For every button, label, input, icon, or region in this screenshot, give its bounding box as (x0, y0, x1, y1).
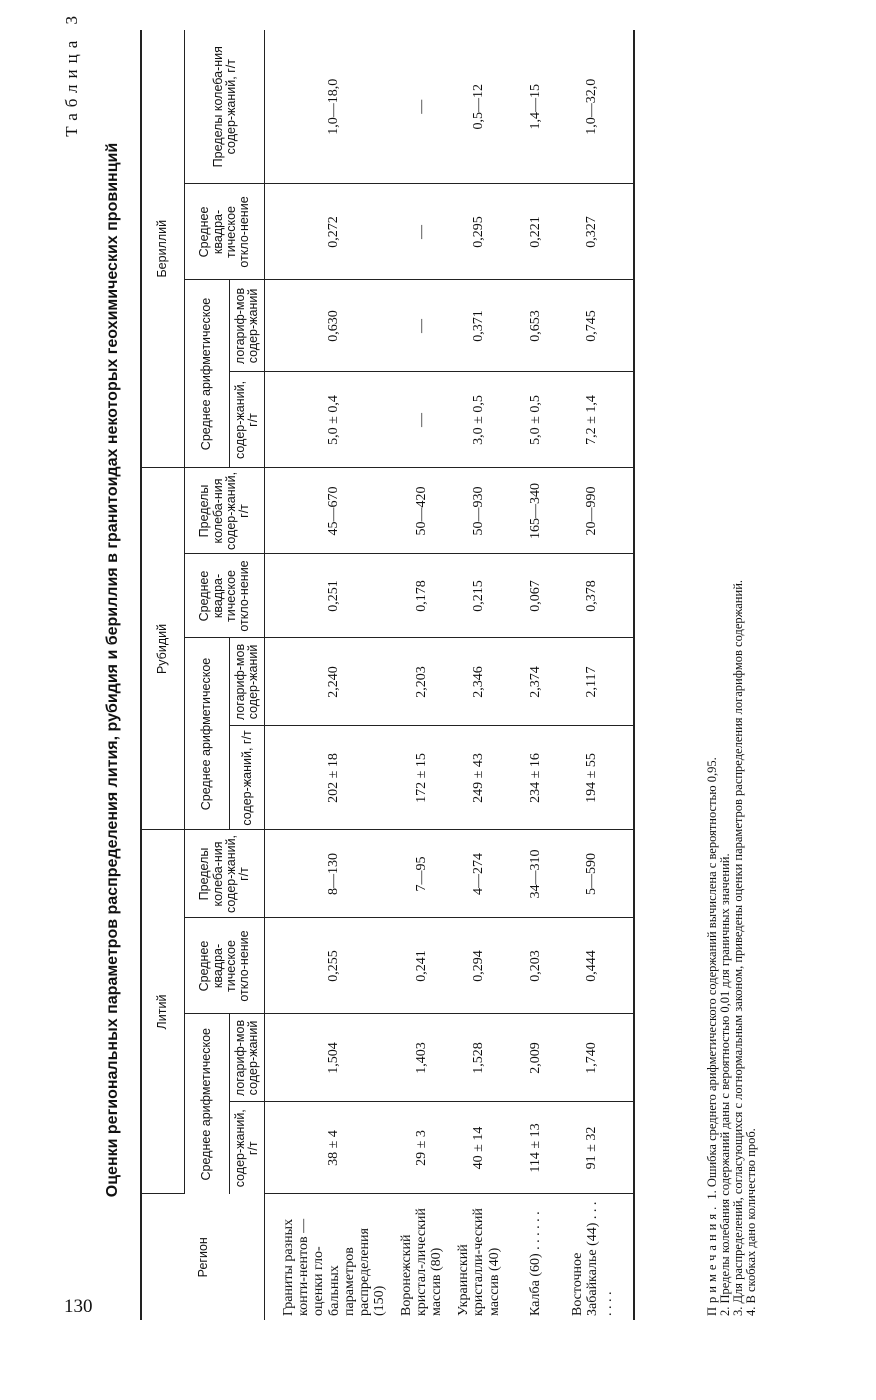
rb-range-cell: 165—340 (508, 468, 564, 554)
be-log-cell: 0,630 (265, 280, 393, 372)
rb-range-cell: 45—670 (265, 468, 393, 554)
rb-log-cell: 2,117 (564, 638, 634, 726)
be-std-header: Среднее квадра-тическое откло-нение (185, 184, 265, 280)
rb-range-cell: 20—990 (564, 468, 634, 554)
be-mean-cell: 3,0 ± 0,5 (450, 372, 507, 468)
be-range-cell: 1,0—18,0 (265, 30, 393, 184)
be-range-cell: — (393, 30, 450, 184)
rotated-page-content (58, 0, 818, 1340)
li-range-cell: 8—130 (265, 830, 393, 918)
be-mean-cell: 5,0 ± 0,5 (508, 372, 564, 468)
rb-content-header: содер-жаний, г/т (230, 726, 265, 830)
be-mean-cell: 5,0 ± 0,4 (265, 372, 393, 468)
table-notes (706, 26, 758, 1316)
li-range-header: Пределы колеба-ния содер-жаний, г/т (185, 830, 265, 918)
be-mean-header: Среднее арифметическое (185, 280, 230, 468)
li-std-cell: 0,294 (450, 918, 507, 1014)
rb-range-header: Пределы колеба-ния содер-жаний, г/т (185, 468, 265, 554)
rb-std-cell: 0,215 (450, 554, 507, 638)
region-cell: Украинский кристалли-ческий массив (40) (456, 1208, 502, 1316)
li-log-cell: 2,009 (508, 1014, 564, 1102)
region-header: Регион (141, 1194, 265, 1320)
rb-std-cell: 0,067 (508, 554, 564, 638)
li-mean-cell: 38 ± 4 (265, 1102, 393, 1194)
be-log-cell: 0,371 (450, 280, 507, 372)
rb-std-cell: 0,251 (265, 554, 393, 638)
be-std-cell: 0,272 (265, 184, 393, 280)
rb-range-cell: 50—420 (393, 468, 450, 554)
note-line: 3. Для распределений, согласующихся с логнормальным законом, приведены оценки параметров распределения логарифмов содержаний. (731, 579, 745, 1316)
be-log-cell: 0,745 (564, 280, 634, 372)
rb-log-cell: 2,240 (265, 638, 393, 726)
be-mean-cell: — (393, 372, 450, 468)
be-log-cell: — (393, 280, 450, 372)
notes-label: Примечания. (705, 1202, 719, 1316)
rb-mean-header: Среднее арифметическое (185, 638, 230, 830)
rb-std-cell: 0,378 (564, 554, 634, 638)
be-range-cell: 1,4—15 (508, 30, 564, 184)
li-mean-header: Среднее арифметическое (185, 1014, 230, 1194)
table-row (564, 30, 634, 1320)
rb-log-cell: 2,203 (393, 638, 450, 726)
be-log-header: логариф-мов содер-жаний (230, 280, 265, 372)
region-cell: Воронежский кристал-лический массив (80) (399, 1208, 445, 1316)
rb-log-cell: 2,346 (450, 638, 507, 726)
be-std-cell: 0,327 (564, 184, 634, 280)
li-range-cell: 7—95 (393, 830, 450, 918)
page-number: 130 (64, 1296, 93, 1317)
be-std-cell: 0,295 (450, 184, 507, 280)
rb-mean-cell: 202 ± 18 (265, 726, 393, 830)
rb-mean-cell: 249 ± 43 (450, 726, 507, 830)
note-line: 4. В скобках дано количество проб. (744, 1128, 758, 1316)
table-row (265, 30, 393, 1320)
table-title: Оценки региональных параметров распределения лития, рубидия и бериллия в гранитоидах некоторых геохимических провинций (104, 142, 121, 1198)
note-line: 2. Пределы колебания содержаний даны с вероятностью 0,01 для граничных значений. (718, 853, 732, 1316)
li-mean-cell: 29 ± 3 (393, 1102, 450, 1194)
li-std-header: Среднее квадра-тическое откло-нение (185, 918, 265, 1014)
li-log-cell: 1,528 (450, 1014, 507, 1102)
li-std-cell: 0,203 (508, 918, 564, 1014)
li-content-header: содер-жаний, г/т (230, 1102, 265, 1194)
rb-log-header: логариф-мов содер-жаний (230, 638, 265, 726)
table-row (508, 30, 564, 1320)
be-std-cell: 0,221 (508, 184, 564, 280)
note-line: 1. Ошибка среднего арифметического содержаний вычислена с вероятностью 0,95. (705, 757, 719, 1200)
rb-mean-cell: 172 ± 15 (393, 726, 450, 830)
li-std-cell: 0,241 (393, 918, 450, 1014)
rb-mean-cell: 194 ± 55 (564, 726, 634, 830)
rb-log-cell: 2,374 (508, 638, 564, 726)
li-log-cell: 1,740 (564, 1014, 634, 1102)
be-std-cell: — (393, 184, 450, 280)
li-range-cell: 5—590 (564, 830, 634, 918)
li-std-cell: 0,444 (564, 918, 634, 1014)
li-mean-cell: 114 ± 13 (508, 1102, 564, 1194)
be-log-cell: 0,653 (508, 280, 564, 372)
li-mean-cell: 40 ± 14 (450, 1102, 507, 1194)
region-cell: Восточное Забайкалье (44) . . . . . . . (564, 1194, 634, 1320)
li-log-cell: 1,504 (265, 1014, 393, 1102)
rubidium-header: Рубидий (141, 468, 185, 830)
li-range-cell: 4—274 (450, 830, 507, 918)
table-row (393, 30, 450, 1320)
be-range-header: Пределы колеба-ния содер-жаний, г/т (185, 30, 265, 184)
table-row (450, 30, 507, 1320)
table-label: Таблица 3 (62, 10, 81, 137)
lithium-header: Литий (141, 830, 185, 1194)
rb-range-cell: 50—930 (450, 468, 507, 554)
li-std-cell: 0,255 (265, 918, 393, 1014)
rb-mean-cell: 234 ± 16 (508, 726, 564, 830)
be-content-header: содер-жаний, г/т (230, 372, 265, 468)
be-range-cell: 1,0—32,0 (564, 30, 634, 184)
be-range-cell: 0,5—12 (450, 30, 507, 184)
li-mean-cell: 91 ± 32 (564, 1102, 634, 1194)
region-cell: Калба (60) . . . . . . (528, 1211, 544, 1316)
be-mean-cell: 7,2 ± 1,4 (564, 372, 634, 468)
li-range-cell: 34—310 (508, 830, 564, 918)
rb-std-header: Среднее квадра-тическое откло-нение (185, 554, 265, 638)
data-table (140, 30, 635, 1320)
li-log-cell: 1,403 (393, 1014, 450, 1102)
beryllium-header: Бериллий (141, 30, 185, 468)
region-cell: Граниты разных конти-нентов — оценки гло-бальных параметров распределения (150) (281, 1218, 387, 1316)
rb-std-cell: 0,178 (393, 554, 450, 638)
li-log-header: логариф-мов содер-жаний (230, 1014, 265, 1102)
